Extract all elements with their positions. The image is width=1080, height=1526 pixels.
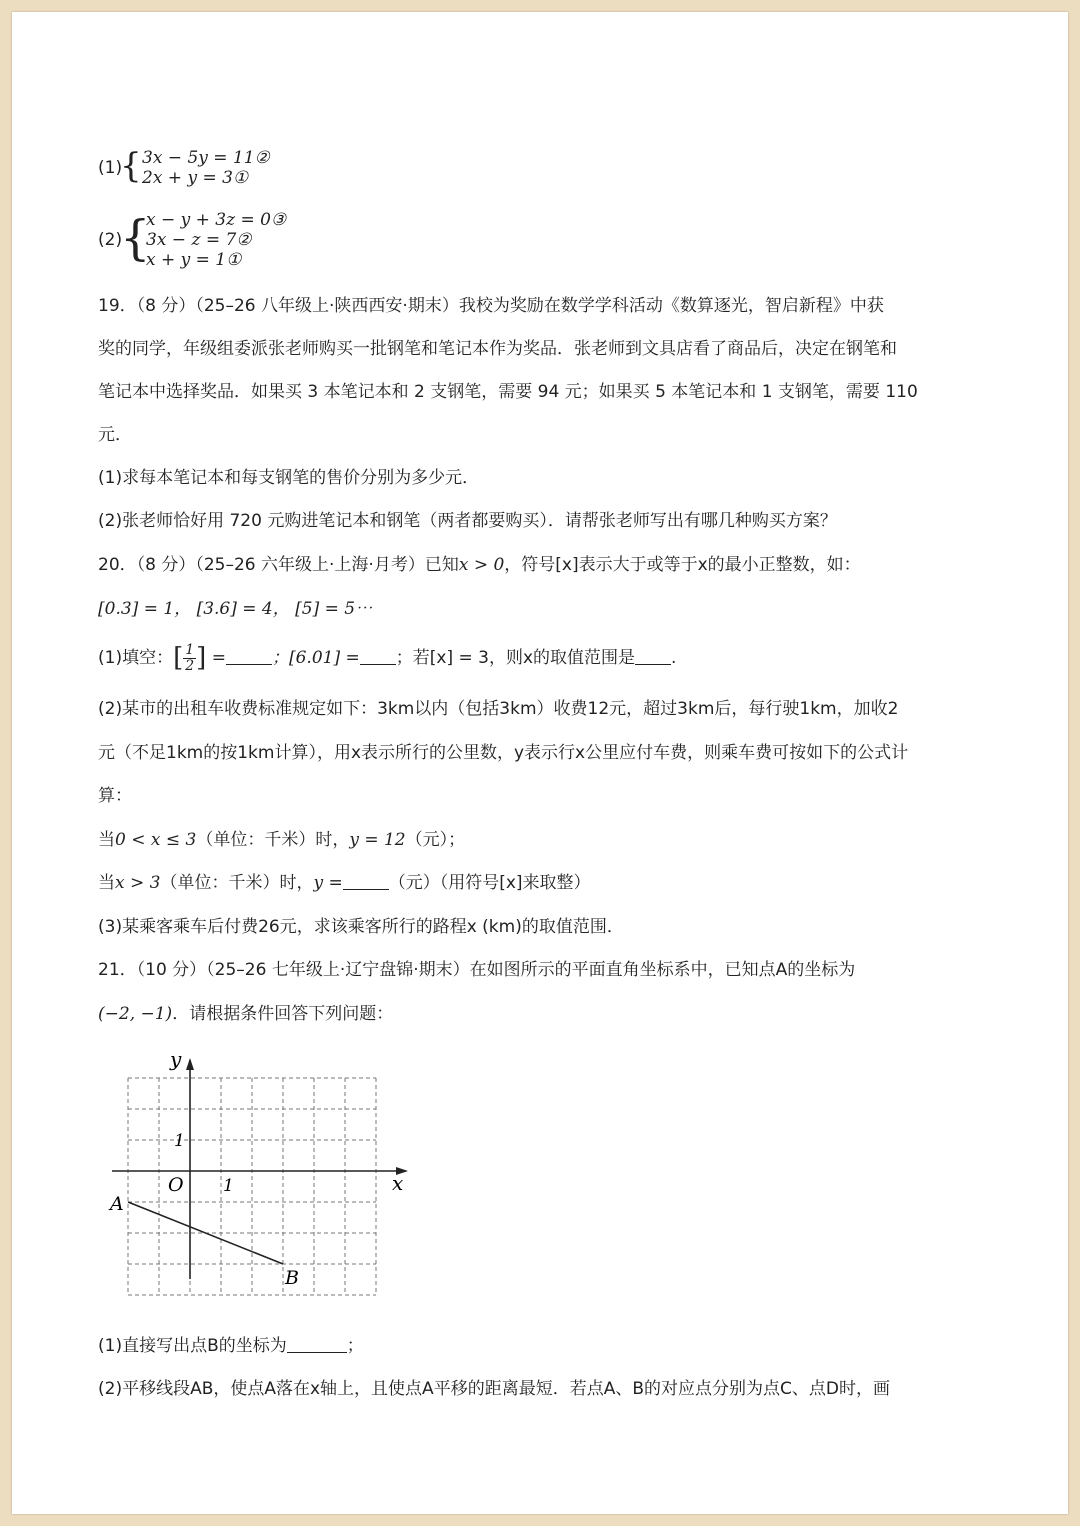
answer-blank[interactable] [360, 647, 396, 665]
q20-sub3: (3)某乘客乘车后付费26元，求该乘客所行的路程x (km)的取值范围． [98, 917, 624, 937]
q20-line1 [98, 554, 861, 576]
q20-rule2 [98, 872, 591, 894]
q20-rule1-when: 当 [98, 830, 115, 850]
q19-line: 19．（8 分）（25–26 八年级上·陕西西安·期末）我校为奖励在数学学科活动《数算逐光，智启新程》中获 [98, 296, 884, 316]
coordinate-graph [98, 1042, 418, 1322]
brace-icon: { [120, 146, 142, 186]
q19-sub1: (1)求每本笔记本和每支钢笔的售价分别为多少元． [98, 468, 480, 488]
bracket-icon: [ [173, 643, 184, 673]
q19-line: 元． [98, 425, 132, 445]
q20-sub2-line3: 算： [98, 786, 132, 806]
q19-line: 笔记本中选择奖品．如果买 3 本笔记本和 2 支钢笔，需要 94 元；如果买 5 本笔记本和 1 支钢笔，需要 110 [98, 382, 918, 402]
fraction [183, 643, 196, 674]
brace-icon: { [120, 210, 151, 266]
q20-rule2-range: x > 3 [115, 873, 161, 893]
point-b-label: B [285, 1267, 299, 1289]
bracket-icon: ] [196, 643, 207, 673]
system-1-eq2: 2x + y = 3① [142, 168, 249, 188]
q21-line1: 21．（10 分）（25–26 七年级上·辽宁盘锦·期末）在如图所示的平面直角坐标系中，已知点A的坐标为 [98, 960, 856, 980]
system-2-eq3: x + y = 1① [146, 250, 242, 270]
q20-sub1-label: (1)填空： [98, 648, 174, 668]
q19-line: 奖的同学，年级组委派张老师购买一批钢笔和笔记本作为奖品．张老师到文具店看了商品后，决定在钢笔和 [98, 339, 897, 359]
q19-sub2: (2)张老师恰好用 720 元购进笔记本和钢笔（两者都要购买）．请帮张老师写出有哪几种购买方案？ [98, 511, 837, 531]
equation-system-2 [98, 208, 398, 274]
q20-rule2-unit: （单位：千米）时， [160, 873, 314, 893]
fraction-denominator: 2 [185, 657, 195, 674]
q20-equals: = [211, 648, 226, 668]
answer-blank[interactable] [226, 647, 272, 665]
q20-rule1-end: （元）； [405, 830, 466, 850]
q20-sub1-part3: ；若[x] = 3，则x的取值范围是 [395, 648, 636, 668]
q20-definition: ，符号[x]表示大于或等于x的最小正整数，如： [504, 555, 861, 575]
q20-rule1 [98, 829, 465, 851]
system-2-eq1: x − y + 3z = 0③ [146, 210, 287, 230]
q21-sub1 [98, 1335, 364, 1357]
q20-rule1-value: y = 12 [349, 830, 406, 850]
q20-rule2-end: （元）（用符号[x]来取整） [388, 873, 591, 893]
x-tick-label: 1 [223, 1176, 234, 1196]
q20-sub1 [98, 638, 676, 678]
q20-rule2-when: 当 [98, 873, 115, 893]
y-axis-arrow-icon [186, 1058, 194, 1070]
fraction-numerator: 1 [185, 641, 195, 658]
system-1-eq1: 3x − 5y = 11② [142, 148, 270, 168]
q20-sub2-line1: (2)某市的出租车收费标准规定如下：3km以内（包括3km）收费12元，超过3km后，每行驶1km，加收2 [98, 699, 899, 719]
q20-rule1-unit: （单位：千米）时， [196, 830, 350, 850]
q20-examples: [0.3] = 1， [3.6] = 4， [5] = 5⋯ [98, 599, 373, 619]
q21-sub1-end: ； [346, 1336, 364, 1356]
q20-rule2-value: y = [313, 873, 343, 893]
q21-point-a-coord: (−2, −1) [98, 1004, 173, 1024]
y-axis-label: y [170, 1047, 182, 1071]
q20-sub2-line2: 元（不足1km的按1km计算），用x表示所行的公里数，y表示行x公里应付车费，则乘车费可按如下的公式计 [98, 743, 909, 763]
answer-blank[interactable] [343, 872, 389, 890]
answer-blank[interactable] [287, 1335, 347, 1353]
x-axis-label: x [392, 1171, 404, 1195]
q20-rule1-range: 0 < x ≤ 3 [115, 830, 197, 850]
system-2-eq2: 3x − z = 7② [146, 230, 252, 250]
q21-line2-text: ．请根据条件回答下列问题： [172, 1004, 394, 1024]
q20-condition: x > 0 [458, 555, 505, 575]
origin-label: O [168, 1174, 184, 1196]
q20-sub1-end: . [671, 648, 677, 668]
answer-blank[interactable] [635, 647, 671, 665]
q20-intro: 20．（8 分）（25–26 六年级上·上海·月考）已知 [98, 555, 459, 575]
equation-system-1 [98, 146, 398, 192]
point-a-label: A [110, 1193, 124, 1215]
y-tick-label: 1 [174, 1131, 185, 1151]
system-2-label: (2) [98, 230, 123, 250]
system-1-label: (1) [98, 158, 123, 178]
q21-sub1-text: (1)直接写出点B的坐标为 [98, 1336, 287, 1356]
q21-sub2: (2)平移线段AB，使点A落在x轴上，且使点A平移的距离最短．若点A、B的对应点分别为点C、点D时，画 [98, 1379, 890, 1399]
q20-sub1-part2: ；[6.01] = [271, 648, 360, 668]
worksheet-page [12, 12, 1068, 1514]
q21-line2 [98, 1003, 393, 1025]
